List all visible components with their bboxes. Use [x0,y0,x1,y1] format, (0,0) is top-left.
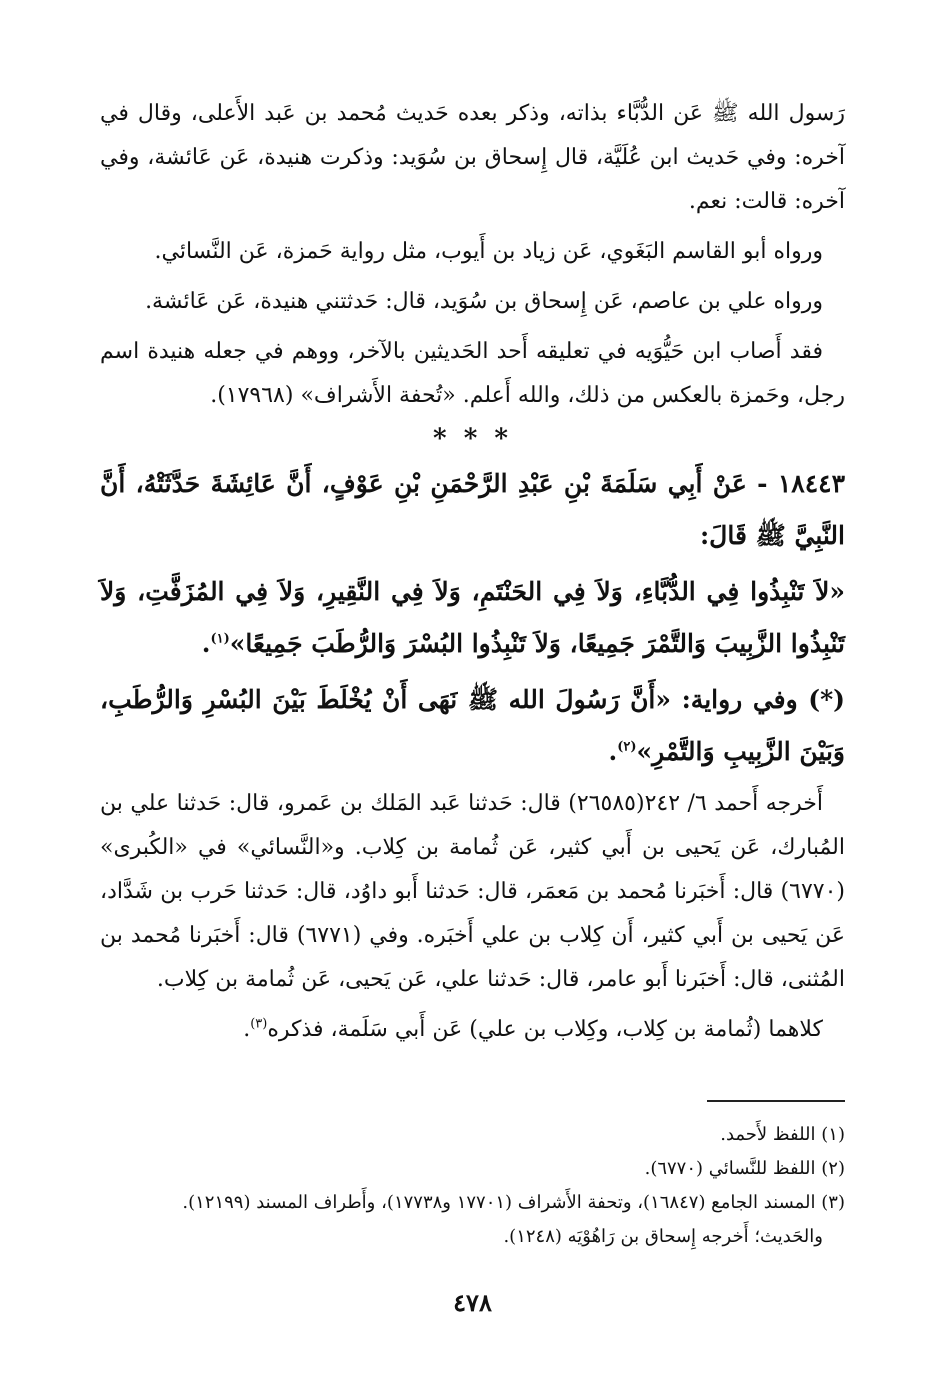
footnote-3: (٣) المسند الجامع (١٦٨٤٧)، وتحفة الأَشراف (١٧٧٠١ و١٧٧٣٨)، وأَطراف المسند (١٢١٩٩). [182,1192,845,1213]
section-separator: * * * [433,424,512,454]
footnote-3-continuation: والحَديث؛ أَخرجه إِسحاق بن رَاهُوْيَه (١٢٤٨). [503,1226,823,1247]
hadith-text-body: «لاَ تَنْبِذُوا فِي الدُّبَّاءِ، وَلاَ فِي الحَنْتَمِ، وَلاَ فِي النَّقِيرِ، وَلاَ فِي المُزَفَّتِ، وَلاَ تَنْبِذُوا الزَّبِيبَ وَالتَّمْرَ جَمِيعًا، وَلاَ تَنْبِذُوا البُسْرَ وَالرُّطَبَ جَمِيعًا» [100,577,845,658]
paragraph-intro: رَسول الله ﷺ عَن الدُّبَّاء بذاته، وذكر بعده حَديث مُحمد بن عَبد الأَعلى، وقال في آخره: وفي حَديث ابن عُلَيَّة، قال إِسحاق بن سُوَيد: وذكرت هنيدة، عَن عَائشة، وفي آخره: قالت: نعم. [100,101,845,214]
page-body [100,92,845,1058]
footnote-divider [707,1100,845,1102]
page-number: ٤٧٨ [453,1288,492,1317]
paragraph-conclusion: فقد أَصاب ابن حَيُّوَيه في تعليقه أَحد الحَديثين بالآخر، ووهم في جعله هنيدة اسم رجل، وحَمزة بالعكس من ذلك، والله أَعلم. «تُحفة الأَشراف» (١٧٩٦٨). [100,339,845,408]
hadith-heading: ١٨٤٤٣ - عَنْ أَبِي سَلَمَةَ بْنِ عَبْدِ الرَّحْمَنِ بْنِ عَوْفٍ، أَنَّ عَائِشَةَ حَدَّثَتْهُ، أَنَّ النَّبِيَّ ﷺ قَالَ: [100,469,845,550]
paragraph-takhrij: أَخرجه أَحمد ٦/ ٢٤٢(٢٦٥٨٥) قال: حَدثنا عَبد المَلك بن عَمرو، قال: حَدثنا علي بن المُبارك، عَن يَحيى بن أَبي كثير، عَن ثُمامة بن كِلاب. و«النَّسائي» في «الكُبرى» (٦٧٧٠) قال: أَخبَرنا مُحمد بن مَعمَر، قال: حَدثنا أَبو داوُد، قال: حَدثنا حَرب بن شَدَّاد، عَن يَحيى بن أَبي كثير، أَن كِلاب بن علي أَخبَره. وفي (٦٧٧١) قال: أَخبَرنا مُحمد بن المُثنى، قال: أَخبَرنا أَبو عامر، قال: حَدثنا علي، عَن يَحيى، عَن ثُمامة بن كِلاب. [100,791,845,992]
footnote-1: (١) اللفظ لأَحمد. [720,1124,845,1145]
hadith-variant: (*) وفي رواية: «أَنَّ رَسُولَ الله ﷺ نَهَى أَنْ يُخْلَطَ بَيْنَ البُسْرِ وَالرُّطَبِ، وَبَيْنَ الزَّبِيبِ وَالتَّمْرِ»$^{(٢)}$. [100,685,845,766]
paragraph-closing [100,1008,845,1052]
closing-text: كلاهما (ثُمامة بن كِلاب، وكِلاب بن علي) عَن أَبي سَلَمة، فذكره [267,1017,823,1042]
hadith-text: «لاَ تَنْبِذُوا فِي الدُّبَّاءِ، وَلاَ فِي الحَنْتَمِ، وَلاَ فِي النَّقِيرِ، وَلاَ فِي المُزَفَّتِ، وَلاَ تَنْبِذُوا الزَّبِيبَ وَالتَّمْرَ جَمِيعًا، وَلاَ تَنْبِذُوا البُسْرَ وَالرُّطَبَ جَمِيعًا»$^{(١)}$. [100,577,845,658]
footnote-ref-1[interactable]: (١) [210,631,230,647]
footnote-2: (٢) اللفظ للنَّسائي (٦٧٧٠). [644,1158,845,1179]
footnote-ref-3[interactable]: (٣) [250,1016,268,1032]
paragraph-baghawi: ورواه أبو القاسم البَغَوي، عَن زياد بن أَيوب، مثل رواية حَمزة، عَن النَّسائي. [154,239,823,264]
footnotes [100,1118,845,1254]
footnote-ref-2[interactable]: (٢) [617,739,637,755]
closing-period: . [243,1017,251,1042]
hadith-variant-body: (*) وفي رواية: «أَنَّ رَسُولَ الله ﷺ نَهَى أَنْ يُخْلَطَ بَيْنَ البُسْرِ وَالرُّطَبِ، وَبَيْنَ الزَّبِيبِ وَالتَّمْرِ» [100,685,845,766]
paragraph-ali-bin-asim: ورواه علي بن عاصم، عَن إِسحاق بن سُوَيد، قال: حَدثتني هنيدة، عَن عَائشة. [145,289,823,314]
